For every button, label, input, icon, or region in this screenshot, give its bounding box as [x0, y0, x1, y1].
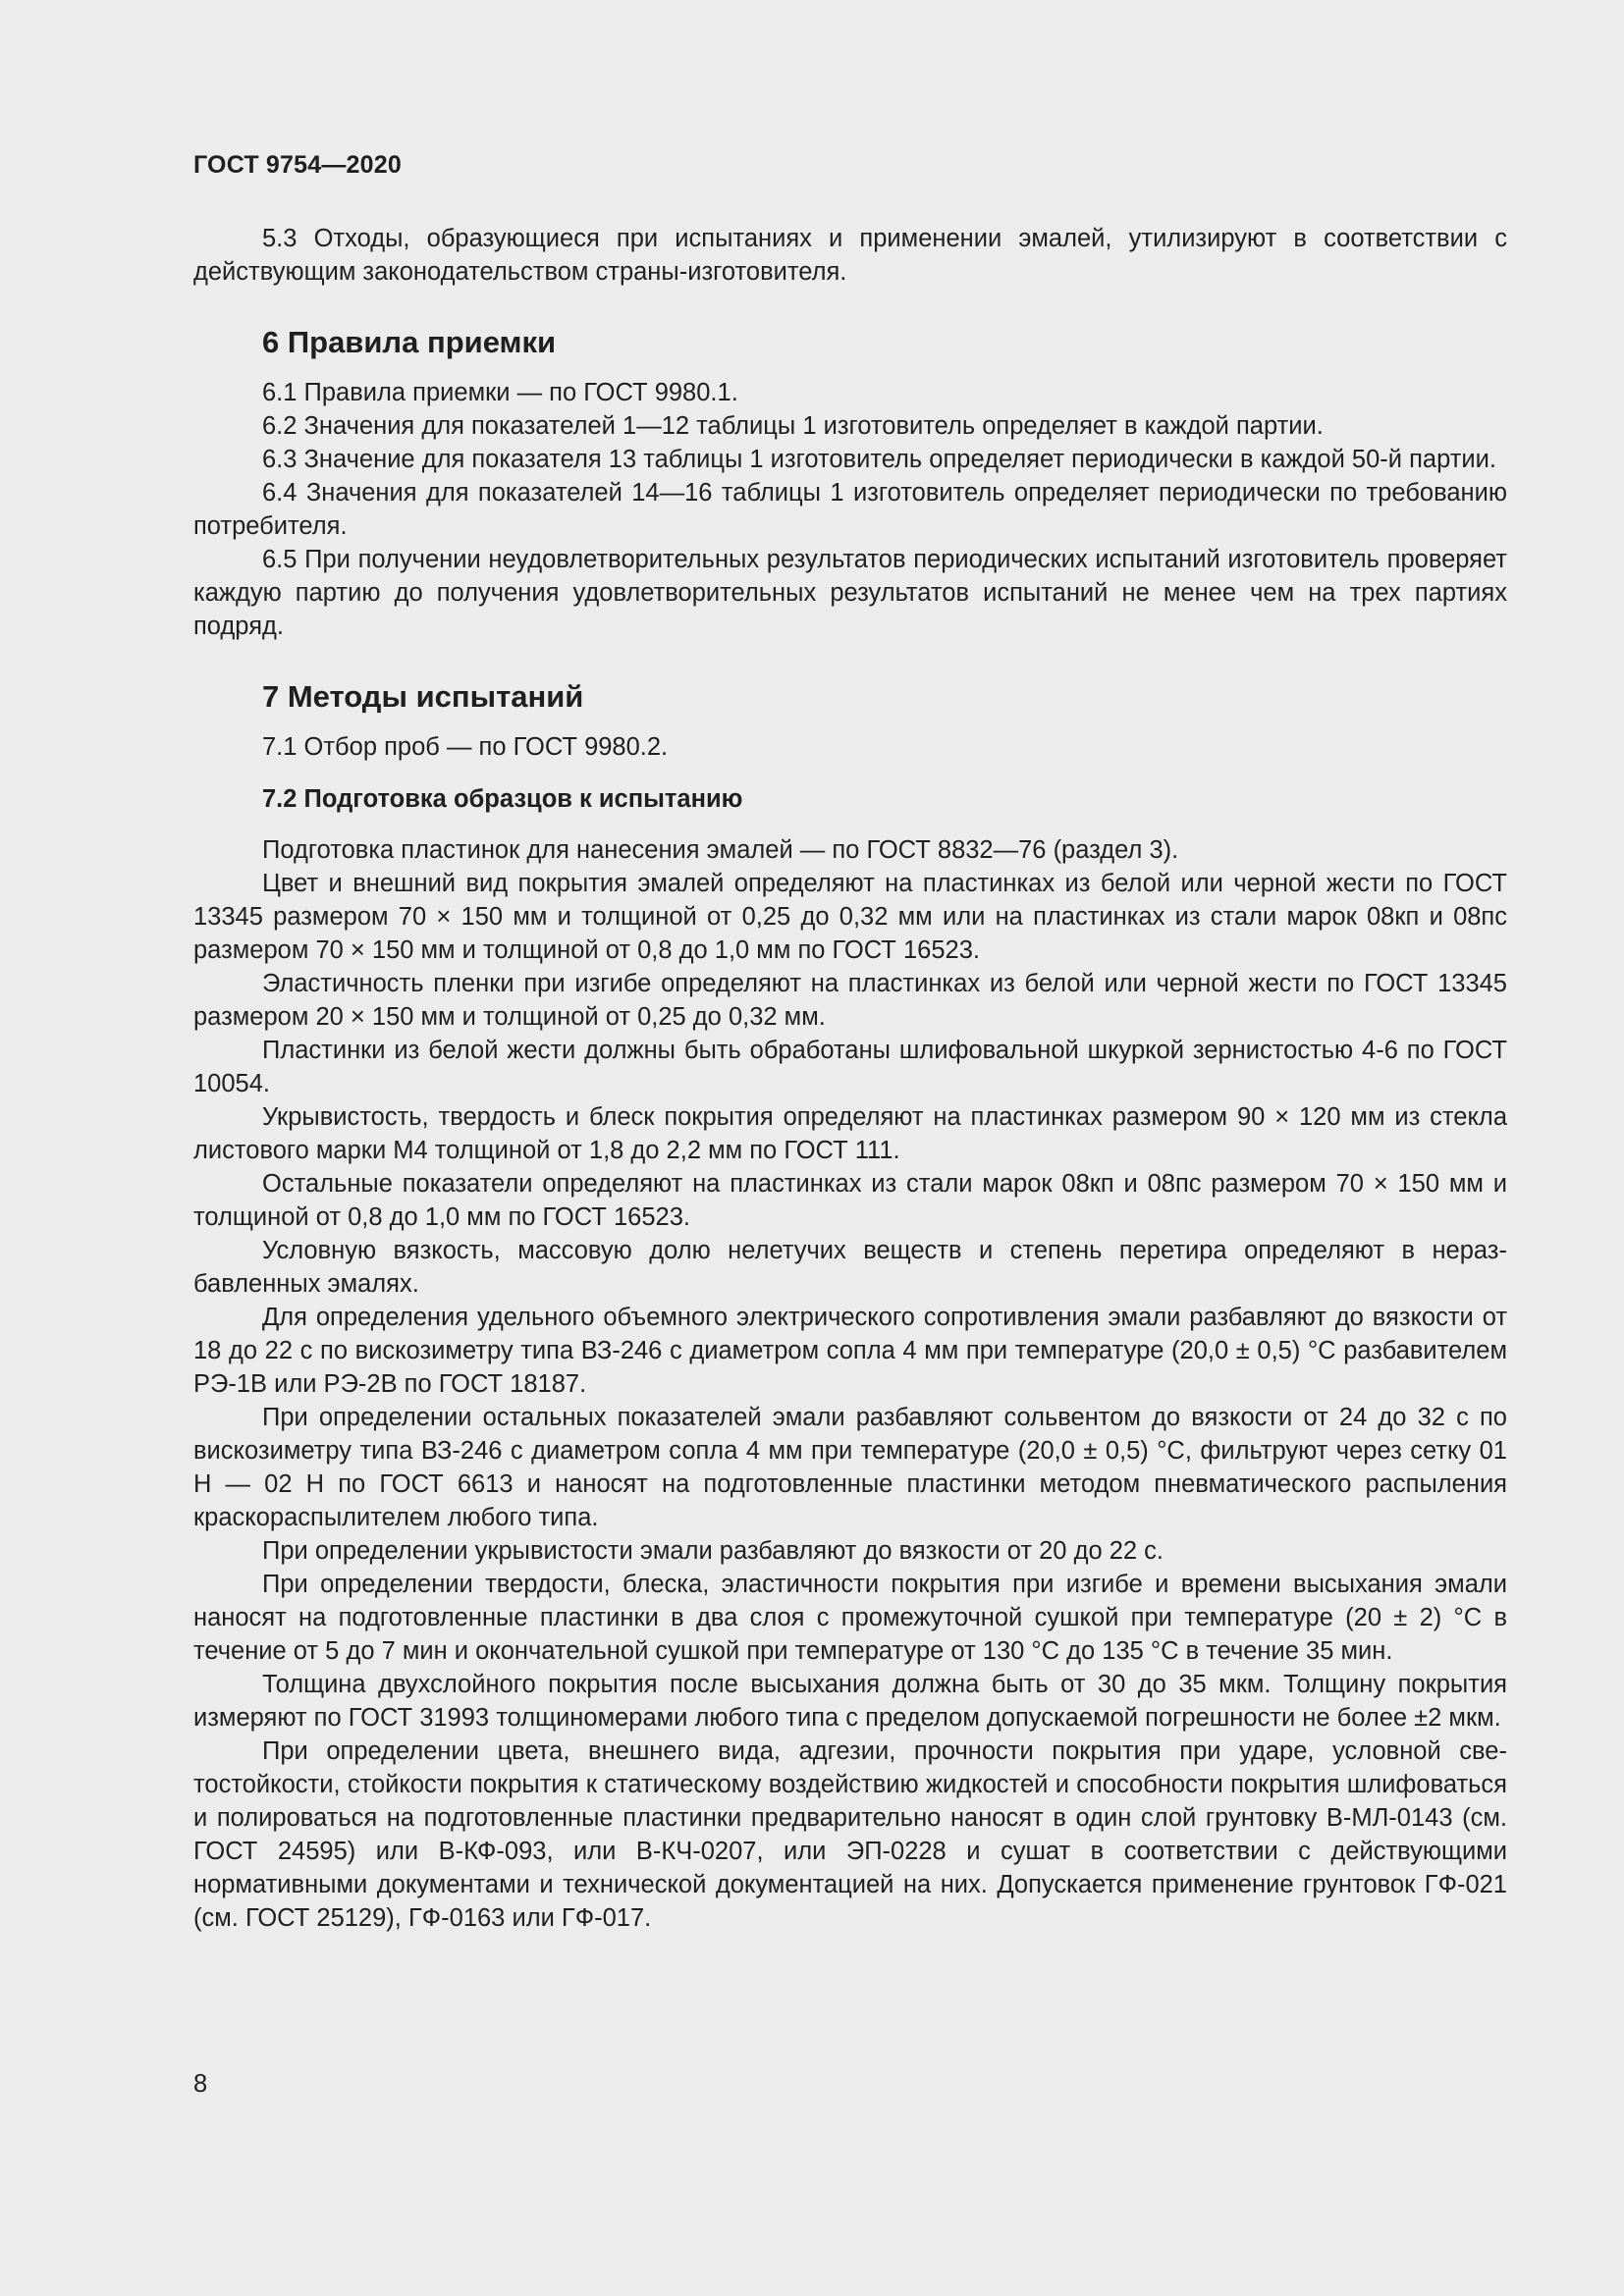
paragraph-6-2: 6.2 Значения для показателей 1—12 таблицы 1 изготовитель определяет в каждой партии. [262, 412, 1324, 440]
paragraph-7-2-item: Цвет и внешний вид покрытия эмалей определяют на пластинках из белой или черной жести по ГОСТ 13345 размером 70 × 150 мм и толщиной от 0,25 до 0,32 мм или на пластинках из стали марок 08кп и 08пс размером 70 × 150 мм и толщиной от 0,8 до 1,0 мм по ГОСТ 16523. [193, 870, 1507, 964]
section-7-heading: 7 Методы испытаний [262, 679, 584, 714]
paragraph-7-2-item: Пластинки из белой жести должны быть обработаны шлифовальной шкуркой зернистостью 4-6 по ГОСТ 10054. [193, 1037, 1507, 1097]
page-number: 8 [193, 2070, 208, 2098]
paragraph-6-3: 6.3 Значение для показателя 13 таблицы 1 изготовитель определяет периодически в каждой 50-й партии. [262, 446, 1496, 473]
paragraph-7-2-item: При определении твердости, блеска, эластичности покрытия при изгибе и времени высыхания эмали наносят на подготовленные пластинки в два слоя с промежуточной сушкой при температуре (20 ± 2) °С в течение от 5 до 7 мин и окончательной сушкой при температуре от 130 °С до 135 °С в течение 35 мин. [193, 1571, 1507, 1665]
paragraph-7-2-item: Эластичность пленки при изгибе определяют на пластинках из белой или черной жести по ГОСТ 13345 размером 20 × 150 мм и толщиной от 0,25 до 0,32 мм. [193, 970, 1507, 1031]
paragraph-7-2-item: При определении остальных показателей эмали разбавляют сольвентом до вязкости от 24 до 32 с по вискозиметру типа ВЗ-246 с диаметром сопла 4 мм при температуре (20,0 ± 0,5) °С, фильтруют через сетку 01 Н — 02 Н по ГОСТ 6613 и наносят на подготовленные пластинки методом пневматического распыления краскораспылителем любого типа. [193, 1404, 1507, 1531]
paragraph-6-5: 6.5 При получении неудовлетворительных результатов периодических испытаний изготовитель проверяет каждую партию до получения удовлетворительных результатов испытаний не менее чем на трех партиях подряд. [193, 546, 1507, 640]
paragraph-6-1: 6.1 Правила приемки — по ГОСТ 9980.1. [262, 379, 738, 406]
paragraph-7-2-item: Условную вязкость, массовую долю нелетучих веществ и степень перетира определяют в неразбавленных эмалях. [193, 1237, 1507, 1298]
document-body [193, 222, 1507, 1935]
document-code-header: ГОСТ 9754—2020 [193, 151, 402, 179]
paragraph-6-4: 6.4 Значения для показателей 14—16 таблицы 1 изготовитель определяет периодически по требованию потребителя. [193, 479, 1507, 540]
paragraph-5-3: 5.3 Отходы, образующиеся при испытаниях и применении эмалей, утилизируют в соответствии с действующим законодательством страны-изготовителя. [193, 225, 1507, 286]
paragraph-7-2-item: Для определения удельного объемного электрического сопротивления эмали разбавляют до вязкости от 18 до 22 с по вискозиметру типа ВЗ-246 с диаметром сопла 4 мм при температуре (20,0 ± 0,5) °С разбавителем РЭ-1В или РЭ-2В по ГОСТ 18187. [193, 1304, 1507, 1398]
paragraph-7-2-item: Остальные показатели определяют на пластинках из стали марок 08кп и 08пс размером 70 × 150 мм и толщиной от 0,8 до 1,0 мм по ГОСТ 16523. [193, 1170, 1507, 1231]
paragraph-7-2-item: Толщина двухслойного покрытия после высыхания должна быть от 30 до 35 мкм. Толщину покрытия измеряют по ГОСТ 31993 толщиномерами любого типа с пределом допускаемой погрешности не более ±2 мкм. [193, 1671, 1507, 1732]
section-6-heading: 6 Правила приемки [262, 325, 557, 359]
paragraph-7-2-item: При определении цвета, внешнего вида, адгезии, прочности покрытия при ударе, условной светостойкости, стойкости покрытия к статическому воздействию жидкостей и способности покрытия шлифоваться и полироваться на подготовленные пластинки предварительно наносят в один слой грунтовку В-МЛ-0143 (см. ГОСТ 24595) или В-КФ-093, или В-КЧ-0207, или ЭП-0228 и сушат в соответствии с действующими нормативными документами и технической документацией на них. Допускается применение грунтовок ГФ-021 (см. ГОСТ 25129), ГФ-0163 или ГФ-017. [193, 1737, 1507, 1932]
paragraph-7-2-item: Укрывистость, твердость и блеск покрытия определяют на пластинках размером 90 × 120 мм из стекла листового марки М4 толщиной от 1,8 до 2,2 мм по ГОСТ 111. [193, 1103, 1507, 1164]
paragraph-7-1: 7.1 Отбор проб — по ГОСТ 9980.2. [262, 733, 669, 761]
paragraph-7-2-item: При определении укрывистости эмали разбавляют до вязкости от 20 до 22 с. [262, 1537, 1164, 1565]
paragraph-7-2-item: Подготовка пластинок для нанесения эмалей — по ГОСТ 8832—76 (раздел 3). [262, 836, 1179, 864]
subsection-7-2-heading: 7.2 Подготовка образцов к испытанию [262, 785, 743, 813]
